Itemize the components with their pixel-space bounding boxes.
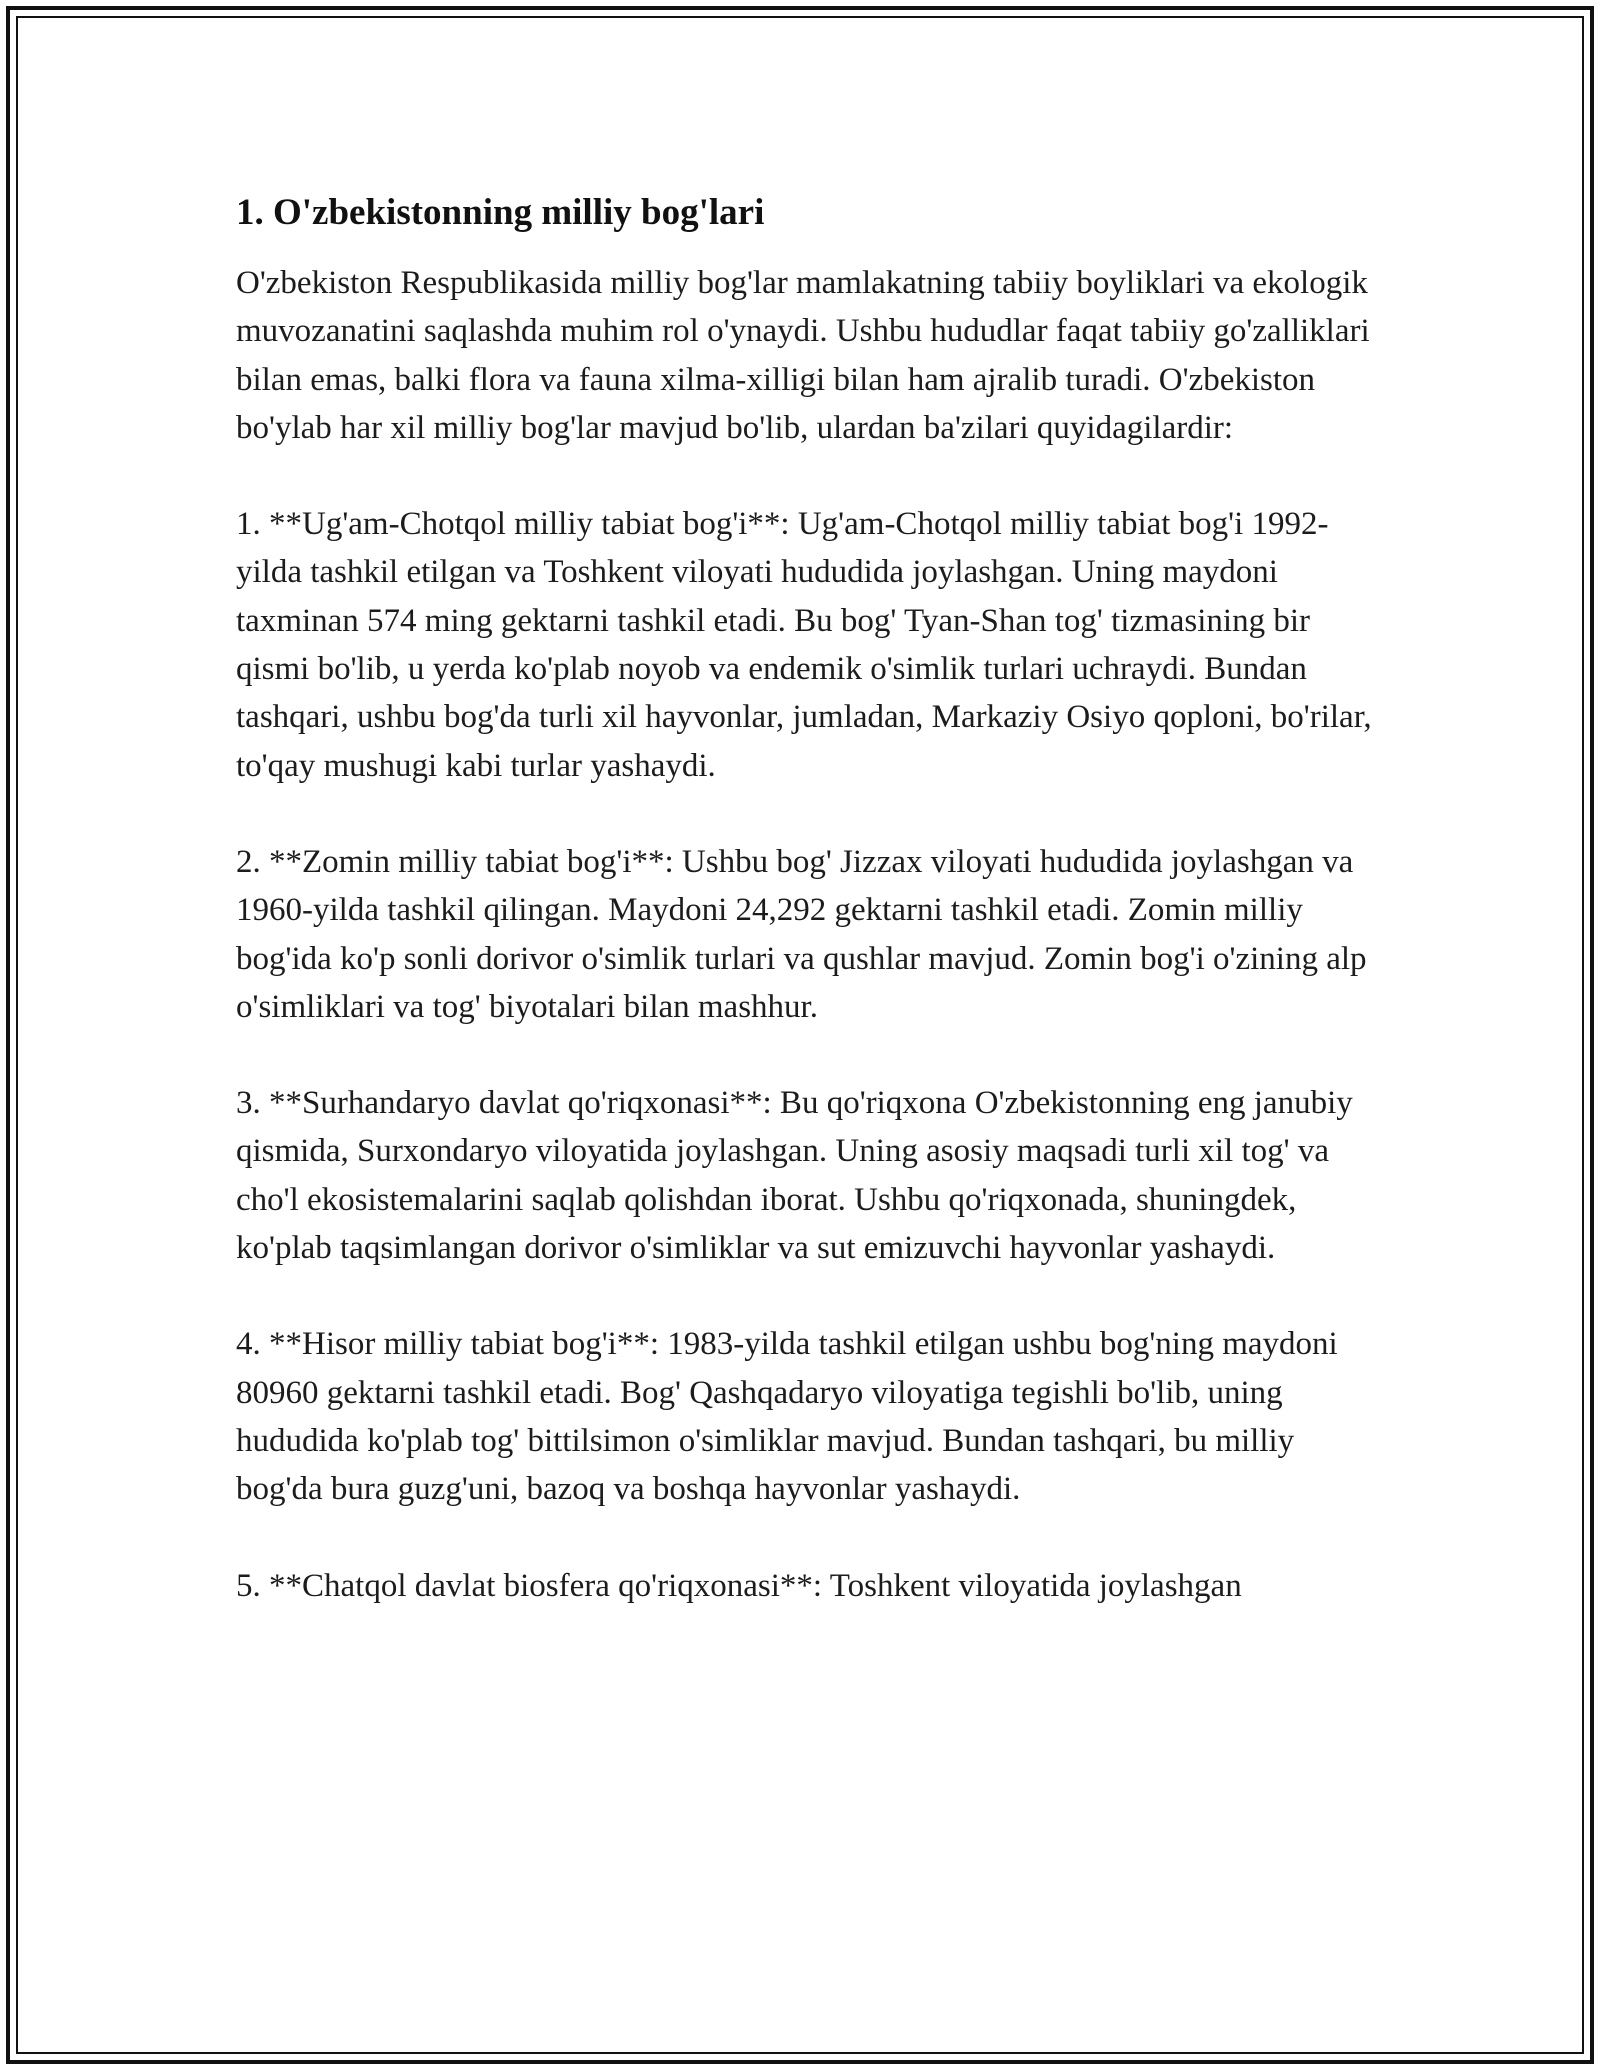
document-title: 1. O'zbekistonning milliy bog'lari: [236, 192, 765, 233]
document-body: [236, 180, 1376, 1610]
list-item-hisor: 4. **Hisor milliy tabiat bog'i**: 1983-yilda tashkil etilgan ushbu bog'ning maydoni 80960 gektarni tashkil etadi. Bog' Qashqadaryo viloyatiga tegishli bo'lib, uning hududida ko'plab tog' bittilsimon o'simliklar mavjud. Bundan tashqari, bu milliy bog'da bura guzg'uni, bazoq va boshqa hayvonlar yashaydi.: [236, 1326, 1338, 1508]
list-item-surhandaryo: 3. **Surhandaryo davlat qo'riqxonasi**: Bu qo'riqxona O'zbekistonning eng janubiy qismida, Surxondaryo viloyatida joylashgan. Uning asosiy maqsadi turli xil tog' va cho'l ekosistemalarini saqlab qolishdan iborat. Ushbu qo'riqxonada, shuningdek, ko'plab taqsimlangan dorivor o'simliklar va sut emizuvchi hayvonlar yashaydi.: [236, 1085, 1353, 1267]
list-item-zomin: 2. **Zomin milliy tabiat bog'i**: Ushbu bog' Jizzax viloyati hududida joylashgan va 1960-yilda tashkil qilingan. Maydoni 24,292 gektarni tashkil etadi. Zomin milliy bog'ida ko'p sonli dorivor o'simlik turlari va qushlar mavjud. Zomin bog'i o'zining alp o'simliklari va tog' biyotalari bilan mashhur.: [236, 843, 1367, 1025]
list-item-chatqol: 5. **Chatqol davlat biosfera qo'riqxonasi**: Toshkent viloyatida joylashgan: [236, 1567, 1242, 1604]
intro-paragraph: O'zbekiston Respublikasida milliy bog'lar mamlakatning tabiiy boyliklari va ekologik muvozanatini saqlashda muhim rol o'ynaydi. Ushbu hududlar faqat tabiiy go'zalliklari bilan emas, balki flora va fauna xilma-xilligi bilan ham ajralib turadi. O'zbekiston bo'ylab har xil milliy bog'lar mavjud bo'lib, ulardan ba'zilari quyidagilardir:: [236, 265, 1370, 446]
list-item-ugam-chotqol: 1. **Ug'am-Chotqol milliy tabiat bog'i**: Ug'am-Chotqol milliy tabiat bog'i 1992-yilda tashkil etilgan va Toshkent viloyati hududida joylashgan. Uning maydoni taxminan 574 ming gektarni tashkil etadi. Bu bog' Tyan-Shan tog' tizmasining bir qismi bo'lib, u yerda ko'plab noyob va endemik o'simlik turlari uchraydi. Bundan tashqari, ushbu bog'da turli xil hayvonlar, jumladan, Markaziy Osiyo qoploni, bo'rilar, to'qay mushugi kabi turlar yashaydi.: [236, 506, 1372, 784]
